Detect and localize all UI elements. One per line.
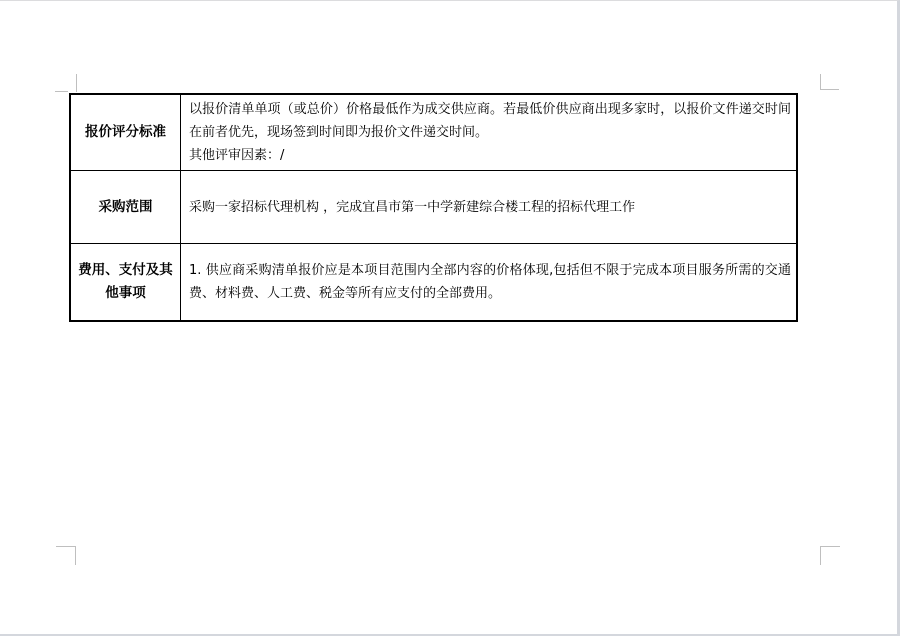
row-content-cell <box>180 243 796 320</box>
paragraph: 以报价清单单项（或总价）价格最低作为成交供应商。若最低价供应商出现多家时，以报价文件递交时间在前者优先，现场签到时间即为报价文件递交时间。 <box>189 102 791 140</box>
margin-crop-mark-top-left-vertical <box>76 74 77 92</box>
row-label-cell: 报价评分标准 <box>85 124 166 140</box>
paragraph: 1. 供应商采购清单报价应是本项目范围内全部内容的价格体现,包括但不限于完成本项目服务所需的交通费、材料费、人工费、税金等所有应支付的全部费用。 <box>189 263 791 301</box>
paragraph: 其他评审因素：/ <box>189 148 285 163</box>
margin-crop-mark-bottom-right-horizontal <box>820 546 840 547</box>
margin-crop-mark-top-right-vertical <box>820 74 821 90</box>
row-content-cell <box>180 170 796 243</box>
margin-crop-mark-top-left-horizontal <box>55 91 68 92</box>
margin-crop-mark-bottom-right-vertical <box>820 546 821 565</box>
row-content-cell <box>180 95 796 170</box>
margin-crop-mark-top-right-horizontal <box>820 89 839 90</box>
row-label-cell: 采购范围 <box>71 170 180 243</box>
margin-crop-mark-bottom-left-vertical <box>75 546 76 565</box>
paragraph: 采购一家招标代理机构 ，完成宜昌市第一中学新建综合楼工程的招标代理工作 <box>189 199 636 215</box>
row-label-cell: 费用、支付及其他事项 <box>71 243 180 320</box>
margin-crop-mark-bottom-left-horizontal <box>56 546 75 547</box>
procurement-info-table <box>69 93 798 322</box>
